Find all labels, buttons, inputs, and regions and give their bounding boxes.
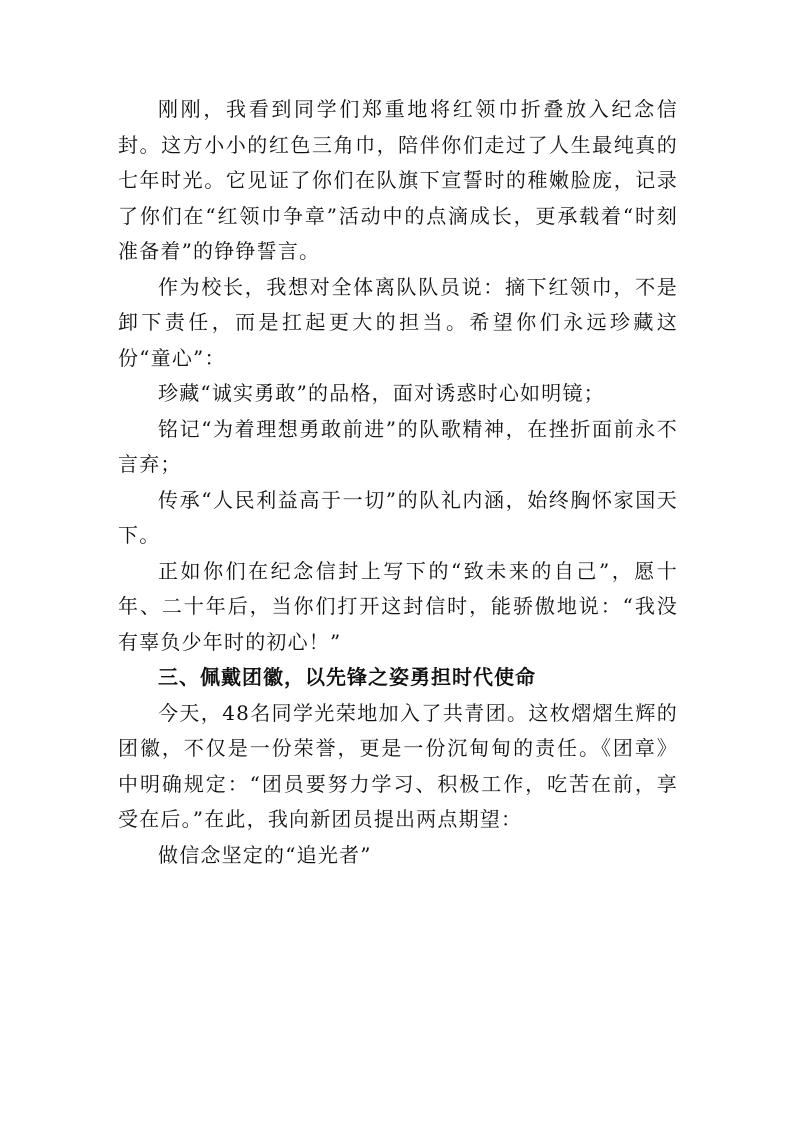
paragraph-8: 做信念坚定的“追光者” [158,842,372,867]
paragraph-4: 铭记“为着理想勇敢前进”的队歌精神，在挫折面前永不言弃； [118,416,678,476]
paragraph-2: 作为校长，我想对全体离队队员说：摘下红领巾，不是卸下责任，而是扛起更大的担当。希望你们永远珍藏这份“童心”： [118,274,678,370]
paragraph-3: 珍藏“诚实勇敢”的品格，面对诱惑时心如明镜； [158,381,605,405]
paragraph-1: 刚刚，我看到同学们郑重地将红领巾折叠放入纪念信封。这方小小的红色三角巾，陪伴你们走过了人生最纯真的七年时光。它见证了你们在队旗下宣誓时的稚嫩脸庞，记录了你们在“红领巾争章”活动中的点滴成长，更承载着“时刻准备着”的铮铮誓言。 [118,97,678,263]
paragraph-7: 今天，48名同学光荣地加入了共青团。这枚熠熠生辉的团徽，不仅是一份荣誉，更是一份沉甸甸的责任。《团章》中明确规定：“团员要努力学习、积极工作，吃苦在前，享受在后。”在此，我向新团员提出两点期望： [118,700,678,831]
paragraph-6: 正如你们在纪念信封上写下的“致未来的自己”，愿十年、二十年后，当你们打开这封信时，能骄傲地说：“我没有辜负少年时的初心！” [118,558,678,654]
paragraph-5: 传承“人民利益高于一切”的队礼内涵，始终胸怀家国天下。 [118,487,678,547]
document-page [118,92,678,873]
section-heading: 三、佩戴团徽，以先锋之姿勇担时代使命 [158,665,536,689]
